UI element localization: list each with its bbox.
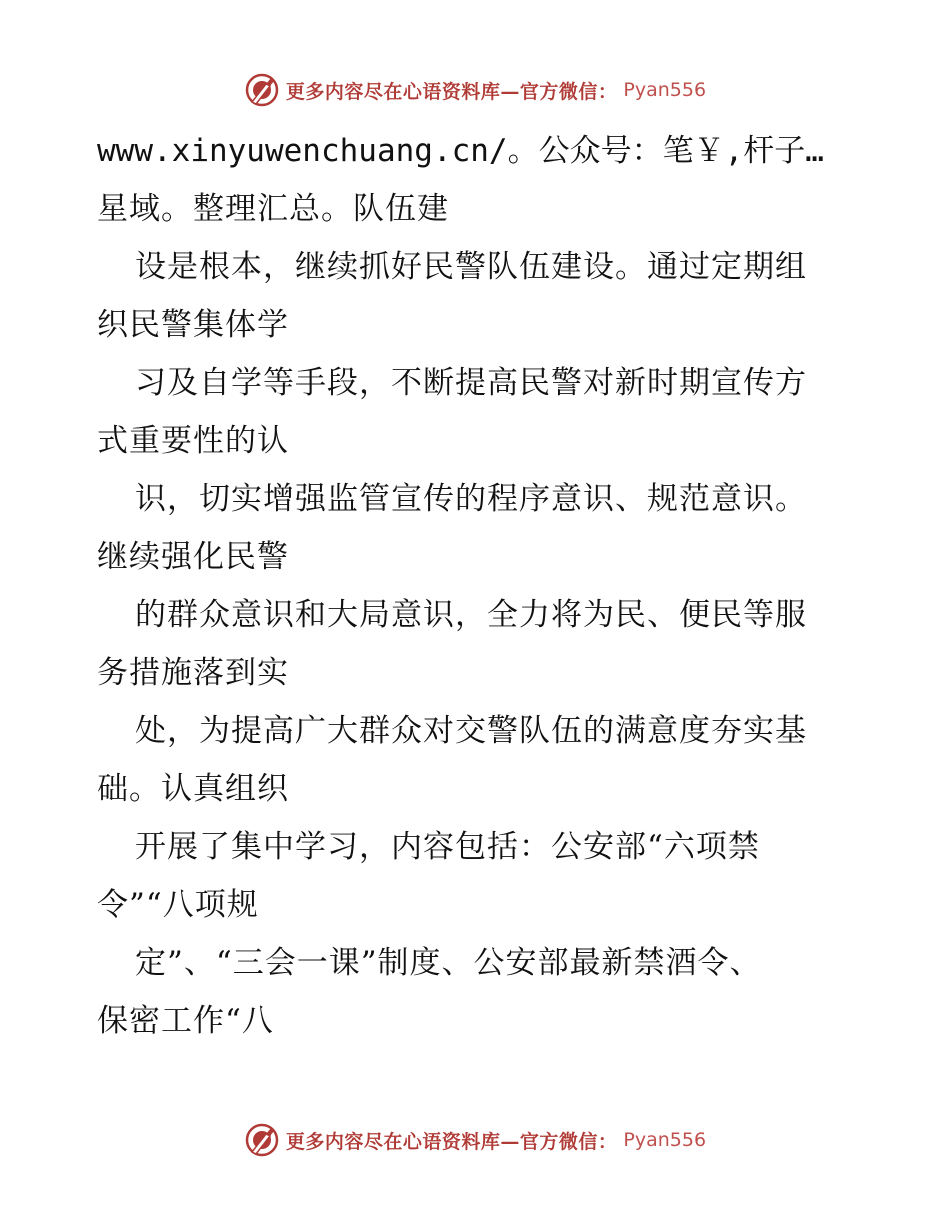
footer-banner-text: 更多内容尽在心语资料库—官方微信：	[285, 1130, 618, 1153]
text-line: 令”“八项规	[97, 887, 259, 923]
footer-banner	[0, 1120, 950, 1160]
pen-logo-icon	[244, 1122, 280, 1158]
document-body	[97, 122, 867, 1050]
text-line: 保密工作“八	[97, 1003, 274, 1039]
header-banner	[0, 70, 950, 110]
text-line: 继续强化民警	[97, 539, 289, 575]
text-line: 处，为提高广大群众对交警队伍的满意度夯实基	[135, 713, 807, 749]
header-banner-handle: Pyan556	[623, 79, 707, 101]
text-line: 定”、“三会一课”制度、公安部最新禁酒令、	[135, 945, 762, 981]
text-line: 识，切实增强监管宣传的程序意识、规范意识。	[135, 481, 807, 517]
text-line: www.xinyuwenchuang.cn/。公众号：笔￥,杆子…	[97, 133, 824, 169]
header-banner-text: 更多内容尽在心语资料库—官方微信：	[285, 80, 618, 103]
text-line: 的群众意识和大局意识，全力将为民、便民等服	[135, 597, 807, 633]
text-line: 础。认真组织	[97, 771, 289, 807]
footer-banner-handle: Pyan556	[623, 1129, 707, 1151]
text-line: 式重要性的认	[97, 423, 289, 459]
text-line: 星域。整理汇总。队伍建	[97, 191, 449, 227]
text-line: 织民警集体学	[97, 307, 289, 343]
text-line: 设是根本，继续抓好民警队伍建设。通过定期组	[135, 249, 807, 285]
text-line: 开展了集中学习，内容包括：公安部“六项禁	[135, 829, 760, 865]
text-line: 习及自学等手段，不断提高民警对新时期宣传方	[135, 365, 807, 401]
text-line: 务措施落到实	[97, 655, 289, 691]
pen-logo-icon	[244, 72, 280, 108]
